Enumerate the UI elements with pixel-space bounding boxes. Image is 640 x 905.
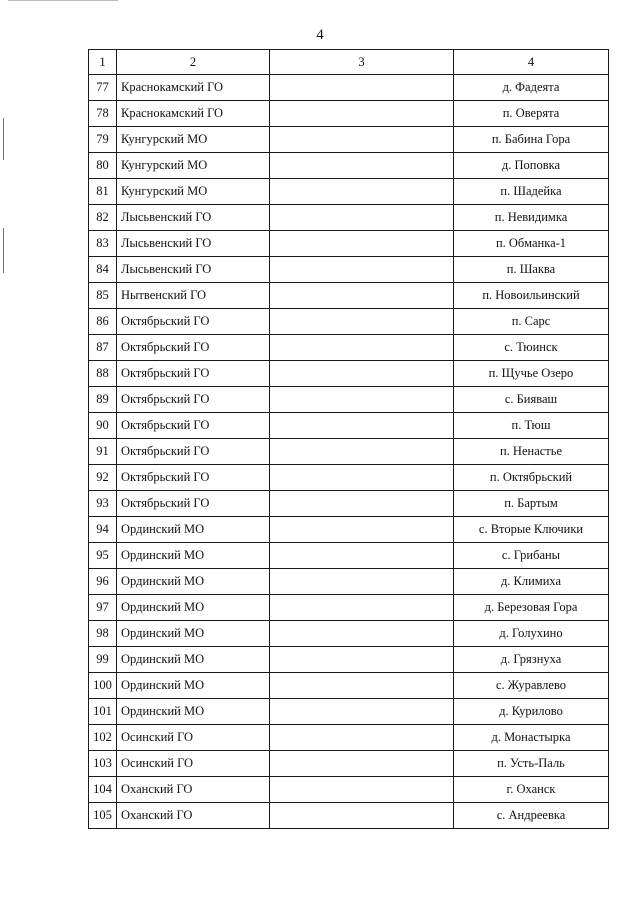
settlement-cell: п. Ненастье: [454, 439, 609, 465]
municipality-cell: Октябрьский ГО: [117, 491, 270, 517]
row-number-cell: 91: [89, 439, 117, 465]
table-row: [89, 153, 609, 179]
row-number-cell: 88: [89, 361, 117, 387]
settlement-cell: п. Шаква: [454, 257, 609, 283]
table-row: [89, 465, 609, 491]
settlement-cell: д. Климиха: [454, 569, 609, 595]
table-row: [89, 725, 609, 751]
municipality-cell: Ординский МО: [117, 673, 270, 699]
settlement-cell: с. Бияваш: [454, 387, 609, 413]
column-3-cell: [270, 387, 454, 413]
column-3-cell: [270, 465, 454, 491]
row-number-cell: 95: [89, 543, 117, 569]
column-3-cell: [270, 777, 454, 803]
settlement-cell: п. Шадейка: [454, 179, 609, 205]
municipality-cell: Лысьвенский ГО: [117, 205, 270, 231]
municipality-cell: Оханский ГО: [117, 803, 270, 829]
column-3-cell: [270, 439, 454, 465]
row-number-cell: 81: [89, 179, 117, 205]
column-3-cell: [270, 491, 454, 517]
settlement-cell: с. Журавлево: [454, 673, 609, 699]
table-row: [89, 543, 609, 569]
table-row: [89, 127, 609, 153]
municipality-cell: Краснокамский ГО: [117, 75, 270, 101]
table-row: [89, 491, 609, 517]
column-3-cell: [270, 257, 454, 283]
settlement-cell: д. Грязнуха: [454, 647, 609, 673]
municipality-cell: Октябрьский ГО: [117, 439, 270, 465]
column-3-cell: [270, 361, 454, 387]
column-3-cell: [270, 543, 454, 569]
table-row: [89, 673, 609, 699]
row-number-cell: 101: [89, 699, 117, 725]
municipality-cell: Ординский МО: [117, 569, 270, 595]
municipality-cell: Ординский МО: [117, 517, 270, 543]
column-3-cell: [270, 101, 454, 127]
settlement-cell: п. Щучье Озеро: [454, 361, 609, 387]
row-number-cell: 97: [89, 595, 117, 621]
table-body: [89, 75, 609, 829]
municipality-cell: Осинский ГО: [117, 725, 270, 751]
municipality-cell: Краснокамский ГО: [117, 101, 270, 127]
column-3-cell: [270, 283, 454, 309]
table-row: [89, 803, 609, 829]
municipality-cell: Ординский МО: [117, 595, 270, 621]
table-row: [89, 335, 609, 361]
table-row: [89, 569, 609, 595]
table-row: [89, 283, 609, 309]
row-number-cell: 85: [89, 283, 117, 309]
column-3-cell: [270, 179, 454, 205]
municipality-cell: Октябрьский ГО: [117, 387, 270, 413]
column-3-cell: [270, 309, 454, 335]
row-number-cell: 98: [89, 621, 117, 647]
settlement-cell: с. Андреевка: [454, 803, 609, 829]
table-row: [89, 75, 609, 101]
table-row: [89, 439, 609, 465]
row-number-cell: 102: [89, 725, 117, 751]
row-number-cell: 100: [89, 673, 117, 699]
column-header: 3: [270, 50, 454, 75]
page-number: 4: [316, 27, 324, 43]
table-header-row: [89, 50, 609, 75]
scan-margin-mark: [3, 228, 4, 273]
row-number-cell: 78: [89, 101, 117, 127]
scan-edge-mark: [8, 0, 118, 1]
column-header: 1: [89, 50, 117, 75]
municipality-cell: Нытвенский ГО: [117, 283, 270, 309]
table-row: [89, 647, 609, 673]
row-number-cell: 83: [89, 231, 117, 257]
column-3-cell: [270, 647, 454, 673]
settlement-cell: с. Вторые Ключики: [454, 517, 609, 543]
column-3-cell: [270, 569, 454, 595]
settlement-cell: п. Тюш: [454, 413, 609, 439]
municipality-cell: Осинский ГО: [117, 751, 270, 777]
row-number-cell: 90: [89, 413, 117, 439]
municipality-cell: Ординский МО: [117, 699, 270, 725]
municipality-cell: Оханский ГО: [117, 777, 270, 803]
table-row: [89, 309, 609, 335]
table-row: [89, 621, 609, 647]
row-number-cell: 87: [89, 335, 117, 361]
table-row: [89, 777, 609, 803]
column-3-cell: [270, 413, 454, 439]
column-3-cell: [270, 231, 454, 257]
settlement-cell: п. Новоильинский: [454, 283, 609, 309]
column-3-cell: [270, 517, 454, 543]
column-3-cell: [270, 621, 454, 647]
table-row: [89, 699, 609, 725]
municipality-cell: Октябрьский ГО: [117, 465, 270, 491]
column-3-cell: [270, 699, 454, 725]
settlements-table: [88, 49, 609, 829]
table-row: [89, 595, 609, 621]
row-number-cell: 105: [89, 803, 117, 829]
table-row: [89, 361, 609, 387]
settlement-cell: п. Невидимка: [454, 205, 609, 231]
column-3-cell: [270, 595, 454, 621]
table-row: [89, 231, 609, 257]
row-number-cell: 94: [89, 517, 117, 543]
column-3-cell: [270, 153, 454, 179]
settlement-cell: п. Оверята: [454, 101, 609, 127]
settlement-cell: п. Сарс: [454, 309, 609, 335]
row-number-cell: 93: [89, 491, 117, 517]
table-row: [89, 205, 609, 231]
row-number-cell: 99: [89, 647, 117, 673]
row-number-cell: 79: [89, 127, 117, 153]
column-header: 4: [454, 50, 609, 75]
column-3-cell: [270, 673, 454, 699]
table-row: [89, 517, 609, 543]
settlement-cell: п. Обманка-1: [454, 231, 609, 257]
row-number-cell: 80: [89, 153, 117, 179]
settlement-cell: д. Голухино: [454, 621, 609, 647]
municipality-cell: Кунгурский МО: [117, 153, 270, 179]
municipality-cell: Октябрьский ГО: [117, 309, 270, 335]
table-row: [89, 101, 609, 127]
scan-margin-mark: [3, 118, 4, 160]
row-number-cell: 103: [89, 751, 117, 777]
row-number-cell: 92: [89, 465, 117, 491]
settlement-cell: г. Оханск: [454, 777, 609, 803]
settlement-cell: д. Поповка: [454, 153, 609, 179]
column-3-cell: [270, 335, 454, 361]
table-row: [89, 179, 609, 205]
table-row: [89, 387, 609, 413]
municipality-cell: Ординский МО: [117, 621, 270, 647]
settlement-cell: п. Усть-Паль: [454, 751, 609, 777]
settlement-cell: д. Монастырка: [454, 725, 609, 751]
settlement-cell: д. Курилово: [454, 699, 609, 725]
row-number-cell: 86: [89, 309, 117, 335]
municipality-cell: Ординский МО: [117, 543, 270, 569]
column-3-cell: [270, 725, 454, 751]
column-3-cell: [270, 205, 454, 231]
settlement-cell: п. Октябрьский: [454, 465, 609, 491]
municipality-cell: Лысьвенский ГО: [117, 257, 270, 283]
table-row: [89, 751, 609, 777]
column-header: 2: [117, 50, 270, 75]
table-row: [89, 413, 609, 439]
municipality-cell: Октябрьский ГО: [117, 413, 270, 439]
settlement-cell: д. Фадеята: [454, 75, 609, 101]
column-3-cell: [270, 803, 454, 829]
row-number-cell: 82: [89, 205, 117, 231]
municipality-cell: Ординский МО: [117, 647, 270, 673]
settlement-cell: д. Березовая Гора: [454, 595, 609, 621]
row-number-cell: 77: [89, 75, 117, 101]
municipality-cell: Кунгурский МО: [117, 127, 270, 153]
settlement-cell: п. Бартым: [454, 491, 609, 517]
settlement-cell: с. Тюинск: [454, 335, 609, 361]
row-number-cell: 104: [89, 777, 117, 803]
table-row: [89, 257, 609, 283]
row-number-cell: 84: [89, 257, 117, 283]
row-number-cell: 89: [89, 387, 117, 413]
column-3-cell: [270, 75, 454, 101]
settlement-cell: с. Грибаны: [454, 543, 609, 569]
column-3-cell: [270, 127, 454, 153]
column-3-cell: [270, 751, 454, 777]
municipality-cell: Кунгурский МО: [117, 179, 270, 205]
municipality-cell: Октябрьский ГО: [117, 335, 270, 361]
municipality-cell: Октябрьский ГО: [117, 361, 270, 387]
municipality-cell: Лысьвенский ГО: [117, 231, 270, 257]
row-number-cell: 96: [89, 569, 117, 595]
settlement-cell: п. Бабина Гора: [454, 127, 609, 153]
